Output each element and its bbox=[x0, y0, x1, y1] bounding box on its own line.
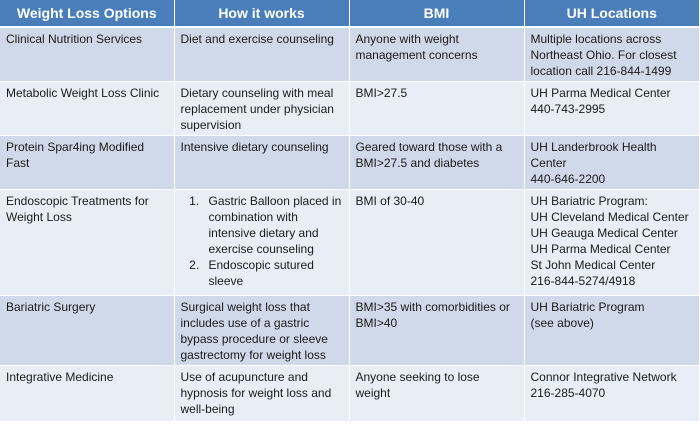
location-line: UH Parma Medical Center bbox=[530, 242, 671, 256]
header-locations: UH Locations bbox=[524, 0, 699, 27]
bmi-cell: BMI of 30-40 bbox=[349, 190, 524, 296]
location-line: 440-743-2995 bbox=[530, 102, 606, 116]
how-steps-list bbox=[181, 193, 343, 289]
locations-cell bbox=[524, 296, 699, 366]
option-cell: Bariatric Surgery bbox=[0, 296, 174, 366]
locations-cell bbox=[524, 190, 699, 296]
locations-cell bbox=[524, 82, 699, 136]
table-row bbox=[0, 27, 699, 82]
location-line: UH Landerbrook Health Center bbox=[530, 140, 657, 170]
location-line: Connor Integrative Network bbox=[530, 370, 677, 384]
header-bmi: BMI bbox=[349, 0, 524, 27]
location-line: 216-844-5274/4918 bbox=[530, 274, 636, 288]
locations-cell bbox=[524, 136, 699, 190]
how-cell: Diet and exercise counseling bbox=[174, 27, 349, 82]
bmi-cell: Geared toward those with a BMI>27.5 and diabetes bbox=[349, 136, 524, 190]
bmi-cell: Anyone seeking to lose weight bbox=[349, 366, 524, 422]
header-how-it-works: How it works bbox=[174, 0, 349, 27]
option-cell: Clinical Nutrition Services bbox=[0, 27, 174, 82]
location-line: UH Parma Medical Center bbox=[530, 86, 671, 100]
location-line: St John Medical Center bbox=[530, 258, 656, 272]
option-cell: Protein Spar4ing Modified Fast bbox=[0, 136, 174, 190]
bmi-cell: Anyone with weight management concerns bbox=[349, 27, 524, 82]
location-line: (see above) bbox=[530, 316, 594, 330]
table-row bbox=[0, 136, 699, 190]
table-row bbox=[0, 190, 699, 296]
location-line: UH Geauga Medical Center bbox=[530, 226, 678, 240]
how-step: 2. Endoscopic sutured sleeve bbox=[203, 257, 343, 289]
table-row bbox=[0, 82, 699, 136]
option-cell: Endoscopic Treatments for Weight Loss bbox=[0, 190, 174, 296]
header-row bbox=[0, 0, 699, 27]
locations-cell bbox=[524, 366, 699, 422]
locations-cell bbox=[524, 27, 699, 82]
bmi-cell: BMI>27.5 bbox=[349, 82, 524, 136]
table-row bbox=[0, 366, 699, 422]
bmi-cell: BMI>35 with comorbidities or BMI>40 bbox=[349, 296, 524, 366]
how-cell: Use of acupuncture and hypnosis for weight loss and well-being bbox=[174, 366, 349, 422]
option-cell: Metabolic Weight Loss Clinic bbox=[0, 82, 174, 136]
location-line: 440-646-2200 bbox=[530, 172, 606, 186]
how-cell: Surgical weight loss that includes use of a gastric bypass procedure or sleeve gastrectomy for weight loss bbox=[174, 296, 349, 366]
table-row bbox=[0, 296, 699, 366]
option-cell: Integrative Medicine bbox=[0, 366, 174, 422]
how-cell: Dietary counseling with meal replacement under physician supervision bbox=[174, 82, 349, 136]
location-line: UH Cleveland Medical Center bbox=[530, 210, 689, 224]
how-cell: Intensive dietary counseling bbox=[174, 136, 349, 190]
location-line: Multiple locations across Northeast Ohio. For closest location call 216-844-1499 bbox=[530, 32, 677, 78]
location-line: 216-285-4070 bbox=[530, 386, 606, 400]
header-options: Weight Loss Options bbox=[0, 0, 174, 27]
how-cell bbox=[174, 190, 349, 296]
how-step: 1. Gastric Balloon placed in combination with intensive dietary and exercise counseling bbox=[203, 193, 343, 257]
location-line: UH Bariatric Program bbox=[530, 300, 645, 314]
location-line: UH Bariatric Program: bbox=[530, 194, 648, 208]
